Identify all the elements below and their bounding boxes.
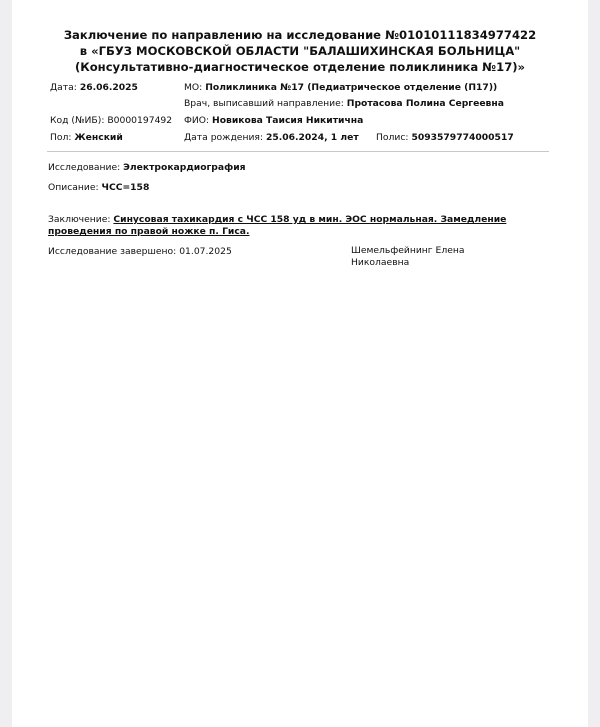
code-value: B0000197492 <box>107 115 173 126</box>
conclusion-field <box>48 214 528 238</box>
sex-label: Пол: <box>50 132 72 143</box>
title-line-1: Заключение по направлению на исследование №01010111834977422 <box>63 28 537 42</box>
document-page <box>12 0 588 727</box>
study-name-field <box>48 162 246 173</box>
description-field <box>48 182 149 193</box>
title-line-3: (Консультативно-диагностическое отделение поликлиника №17)» <box>74 60 526 74</box>
date-value: 26.06.2025 <box>79 82 138 93</box>
policy-label: Полис: <box>376 132 409 143</box>
study-name-label: Исследование: <box>48 162 121 173</box>
fio-label: ФИО: <box>184 115 210 126</box>
mo-value: Поликлиника №17 (Педиатрическое отделение (П17)) <box>205 82 498 93</box>
policy-field <box>376 132 514 143</box>
code-field <box>50 115 172 126</box>
signer-name: Шемельфейнинг Елена Николаевна <box>351 245 465 268</box>
code-label: Код (№ИБ): <box>50 115 105 126</box>
divider <box>47 151 549 152</box>
completed-label: Исследование завершено: <box>48 246 177 257</box>
birth-field <box>184 132 359 143</box>
date-label: Дата: <box>50 82 77 93</box>
date-field <box>50 82 138 93</box>
sex-value: Женский <box>74 132 123 143</box>
description-label: Описание: <box>48 182 99 193</box>
doctor-field <box>184 98 504 109</box>
doctor-label: Врач, выписавший направление: <box>184 98 344 109</box>
fio-value: Новикова Таисия Никитична <box>212 115 364 126</box>
conclusion-label: Заключение: <box>48 214 111 225</box>
document-title <box>0 27 600 75</box>
sex-field <box>50 132 123 143</box>
title-line-2: в «ГБУЗ МОСКОВСКОЙ ОБЛАСТИ "БАЛАШИХИНСКАЯ БОЛЬНИЦА" <box>79 44 521 58</box>
mo-label: МО: <box>184 82 203 93</box>
mo-field <box>184 82 497 93</box>
birth-value: 25.06.2024, 1 лет <box>265 132 359 143</box>
fio-field <box>184 115 363 126</box>
study-name-value: Электрокардиография <box>123 162 246 173</box>
doctor-value: Протасова Полина Сергеевна <box>346 98 504 109</box>
conclusion-value: Синусовая тахикардия с ЧСС 158 уд в мин. ЭОС нормальная. Замедление проведения по правой ножке п. Гиса. <box>48 214 507 237</box>
completed-field <box>48 246 232 257</box>
completed-value: 01.07.2025 <box>179 246 232 257</box>
birth-label: Дата рождения: <box>184 132 264 143</box>
policy-value: 5093579774000517 <box>411 132 514 143</box>
description-value: ЧСС=158 <box>101 182 150 193</box>
